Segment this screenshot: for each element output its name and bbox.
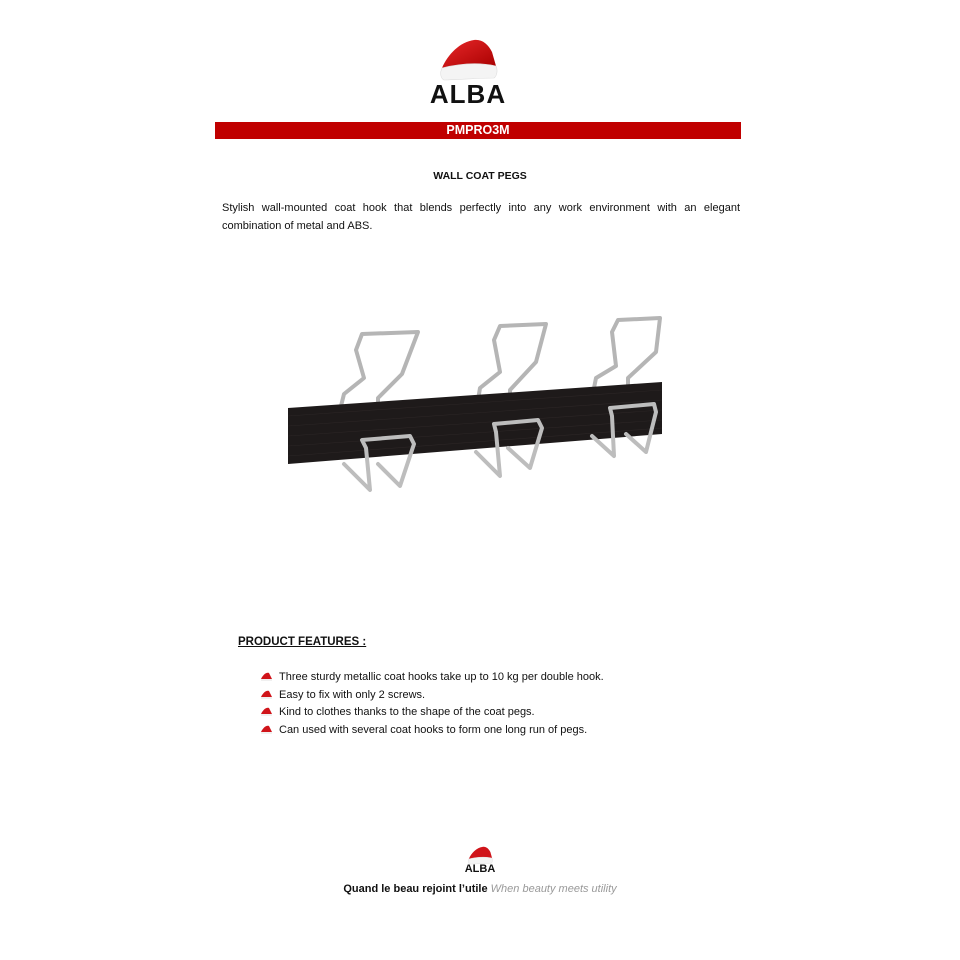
- santa-hat-icon: [260, 672, 273, 682]
- feature-item: [260, 668, 604, 686]
- feature-text: Three sturdy metallic coat hooks take up to 10 kg per double hook.: [279, 670, 604, 683]
- feature-item: [260, 703, 604, 721]
- features-heading: PRODUCT FEATURES :: [238, 636, 367, 648]
- product-image: [282, 312, 672, 502]
- product-description: Stylish wall-mounted coat hook that blends perfectly into any work environment with an elegant combination of metal and ABS.: [222, 202, 740, 232]
- feature-item: [260, 686, 604, 704]
- feature-item: [260, 721, 604, 739]
- tagline-english: When beauty meets utility: [490, 883, 617, 895]
- tagline-french: Quand le beau rejoint l’utile: [343, 883, 488, 895]
- feature-text: Easy to fix with only 2 screws.: [279, 688, 426, 701]
- santa-hat-icon: [260, 707, 273, 717]
- product-title: WALL COAT PEGS: [433, 170, 527, 182]
- santa-hat-icon: [438, 38, 498, 82]
- feature-text: Kind to clothes thanks to the shape of the coat pegs.: [279, 706, 535, 719]
- features-list: [260, 668, 604, 739]
- footer-brand-wordmark: ALBA: [464, 863, 496, 875]
- alba-logo: [418, 38, 518, 108]
- feature-text: Can used with several coat hooks to form one long run of pegs.: [279, 723, 588, 736]
- santa-hat-icon: [260, 725, 273, 735]
- footer-logo: [458, 846, 502, 876]
- santa-hat-icon: [260, 690, 273, 700]
- tagline: [0, 883, 960, 895]
- brand-wordmark: ALBA: [429, 79, 507, 109]
- product-code-banner: PMPRO3M: [215, 122, 741, 139]
